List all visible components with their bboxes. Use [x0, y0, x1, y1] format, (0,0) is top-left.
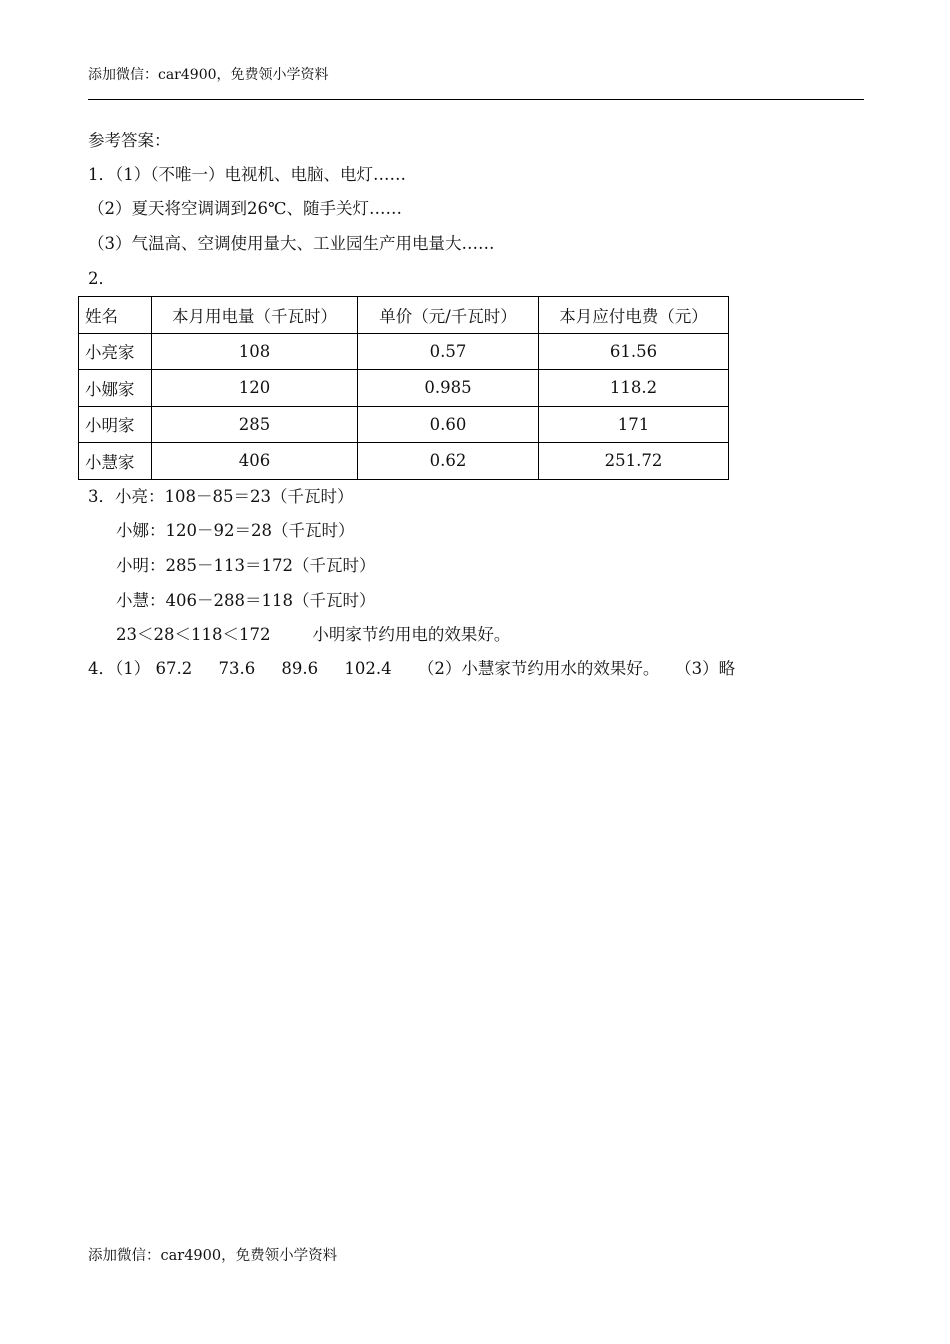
q3-line-1: 3．小亮：108－85＝23（千瓦时）	[88, 487, 354, 506]
table-cell-name: 小亮家	[79, 333, 152, 370]
table-header-cell: 单价（元/千瓦时）	[358, 297, 539, 334]
table-cell: 0.985	[358, 370, 539, 407]
table-header-cell: 本月用电量（千瓦时）	[152, 297, 358, 334]
q3-line-3: 小明：285－113＝172（千瓦时）	[116, 556, 376, 575]
q4-line-1: 4．（1） 67.2 73.6 89.6 102.4 （2）小慧家节约用水的效果好。 （3）略	[88, 659, 736, 678]
electricity-table	[78, 296, 729, 480]
table-cell-name: 小慧家	[79, 443, 152, 480]
q3-line-4: 小慧：406－288＝118（千瓦时）	[116, 591, 376, 610]
table-cell: 120	[152, 370, 358, 407]
table-cell: 118.2	[539, 370, 729, 407]
table-cell-name: 小明家	[79, 406, 152, 443]
table-cell-name: 小娜家	[79, 370, 152, 407]
table-row	[79, 443, 729, 480]
table-header-cell: 本月应付电费（元）	[539, 297, 729, 334]
q1-line-1: 1．（1）（不唯一）电视机、电脑、电灯……	[88, 165, 406, 184]
table-row	[79, 370, 729, 407]
table-cell: 108	[152, 333, 358, 370]
q3-line-2: 小娜：120－92＝28（千瓦时）	[116, 521, 355, 540]
table-cell: 171	[539, 406, 729, 443]
table-header-cell: 姓名	[79, 297, 152, 334]
table-cell: 0.62	[358, 443, 539, 480]
page-footer: 添加微信：car4900，免费领小学资料	[88, 1248, 338, 1264]
q1-line-3: （3）气温高、空调使用量大、工业园生产用电量大……	[88, 234, 495, 253]
table-row	[79, 333, 729, 370]
table-row	[79, 406, 729, 443]
q3-line-5: 23＜28＜118＜172 小明家节约用电的效果好。	[116, 625, 511, 644]
page-header: 添加微信：car4900，免费领小学资料	[88, 67, 329, 83]
q2-label: 2．	[88, 269, 115, 288]
table-cell: 0.57	[358, 333, 539, 370]
table-cell: 61.56	[539, 333, 729, 370]
table-cell: 0.60	[358, 406, 539, 443]
table-header-row	[79, 297, 729, 334]
header-divider	[88, 99, 864, 100]
q1-line-2: （2）夏天将空调调到26℃、随手关灯……	[88, 199, 402, 218]
table-cell: 406	[152, 443, 358, 480]
answers-title: 参考答案：	[88, 131, 171, 150]
table-cell: 285	[152, 406, 358, 443]
table-cell: 251.72	[539, 443, 729, 480]
